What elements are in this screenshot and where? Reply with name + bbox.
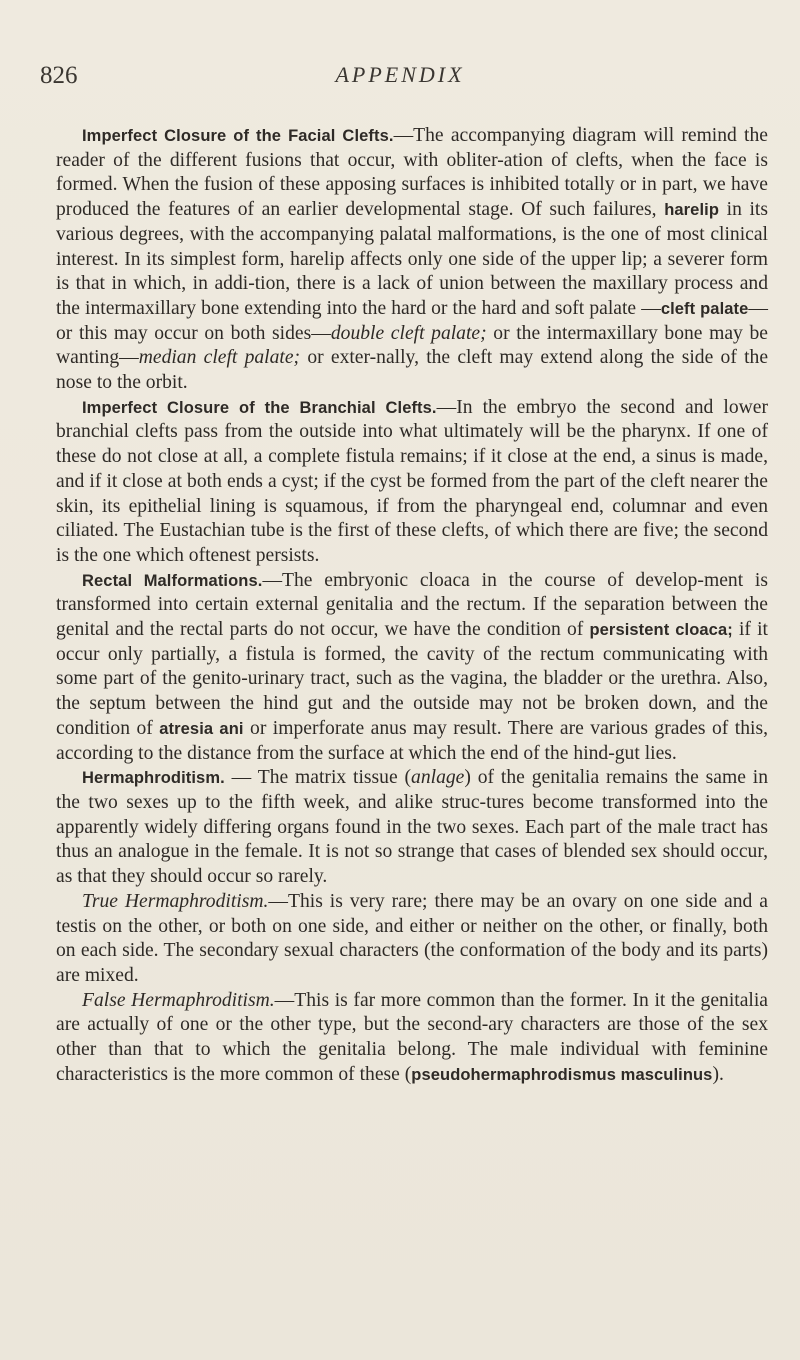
section-heading: Imperfect Closure of the Branchial Clefts. [82,398,437,417]
paragraph-text: if it occur only partially, a fistula is formed, the cavity of the rectum communicating with some part of the genito-urinary tract, such as the vagina, the bladder or the urethra. Also, the septum between the hind gut and the outside may not be broken down, and the condition of [56,619,768,739]
key-term: pseudohermaphrodismus masculinus [411,1065,713,1084]
paragraph-text: ). [712,1063,724,1085]
page-number: 826 [40,62,78,89]
italic-term: anlage [411,767,465,789]
paragraph-text: ) of the genitalia remains the same in the two sexes up to the fifth week, and alike struc-tures become transformed into the apparently widely differing organs found in the two sexes. Each part of the male tract has thus an analogue in the female. It is not so strange that cases of blended sex should occur, as that they should occur so rarely. [56,767,769,888]
key-term: atresia ani [159,719,244,738]
paragraph-text: —In the embryo the second and lower branchial clefts pass from the outside into what ultimately will be the pharynx. If one of these do not close at all, a complete fistula remains; if it close at the end, a sinus is made, and if it close at both ends a cyst; if the cyst be formed from the part of the cleft nearer the skin, its epithelial lining is squamous, if from the pharyngeal end, columnar and even ciliated. The Eustachian tube is the first of these clefts, of which there are five; the second is the one which oftenest persists. [56,396,768,566]
running-head: APPENDIX [335,62,465,87]
paragraph-text: in its various degrees, with the accompanying palatal malformations, is the one of most clinical interest. In its simplest form, harelip affects only one side of the upper lip; a severer form is that in which, in addi-tion, there is a lack of union between the maxillary process and the intermaxillary bone extending into the hard or the hard and soft palate — [56,199,768,319]
key-term: persistent cloaca; [589,621,733,640]
paragraph-text: —The accompanying diagram will remind the reader of the different fusions that occur, with obliter-ation of clefts, when the face is formed. When the fusion of these apposing surfaces is inhibited totally or in part, we have produced the features of an earlier developmental stage. Of such failures, [56,125,768,221]
section-heading: False Hermaphroditism. [82,989,275,1011]
paragraph-rectal-malformations [56,569,768,767]
body-text [56,124,768,1087]
key-term: harelip [664,201,720,220]
paragraph-text: —The embryonic cloaca in the course of develop-ment is transformed into certain external genitalia and the rectum. If the separation between the genital and the rectal parts do not occur, we have the condition of [56,569,768,641]
paragraph-facial-clefts [56,124,768,396]
section-heading: Rectal Malformations. [82,571,263,590]
paragraph-text: or the intermaxillary bone may be wanting— [56,322,768,369]
paragraph-text: or imperforate anus may result. There are various grades of this, according to the distance from the surface at which the end of the hind-gut lies. [56,717,769,764]
paragraph-text: —This is far more common than the former. In it the genitalia are actually of one or the other type, but the second-ary characters are those of the sex other than that to which the genitalia belong. The male individual with feminine characteristics is the more common of these ( [56,989,768,1085]
key-term: cleft palate [660,299,749,318]
paragraph-text: —or this may occur on both sides— [56,297,768,344]
italic-term: median cleft palate; [138,347,301,369]
paragraph-text: —This is very rare; there may be an ovary on one side and a testis on the other, or both on one side, and either or neither on the other, or finally, both on each side. The secondary sexual characters (the conformation of the body and its parts) are mixed. [56,890,768,986]
page-header [0,62,800,102]
paragraph-false-hermaphroditism [56,989,768,1088]
paragraph-text: or exter-nally, the cleft may extend along the side of the nose to the orbit. [56,347,769,394]
section-heading: Imperfect Closure of the Facial Clefts. [82,127,394,145]
section-heading: Hermaphroditism. [82,769,225,788]
paragraph-text: — The matrix tissue ( [224,767,412,789]
paragraph-true-hermaphroditism [56,890,768,989]
italic-term: double cleft palate; [330,322,487,344]
paragraph-hermaphroditism [56,766,768,890]
paragraph-branchial-clefts [56,396,768,569]
section-heading: True Hermaphroditism. [82,890,269,912]
